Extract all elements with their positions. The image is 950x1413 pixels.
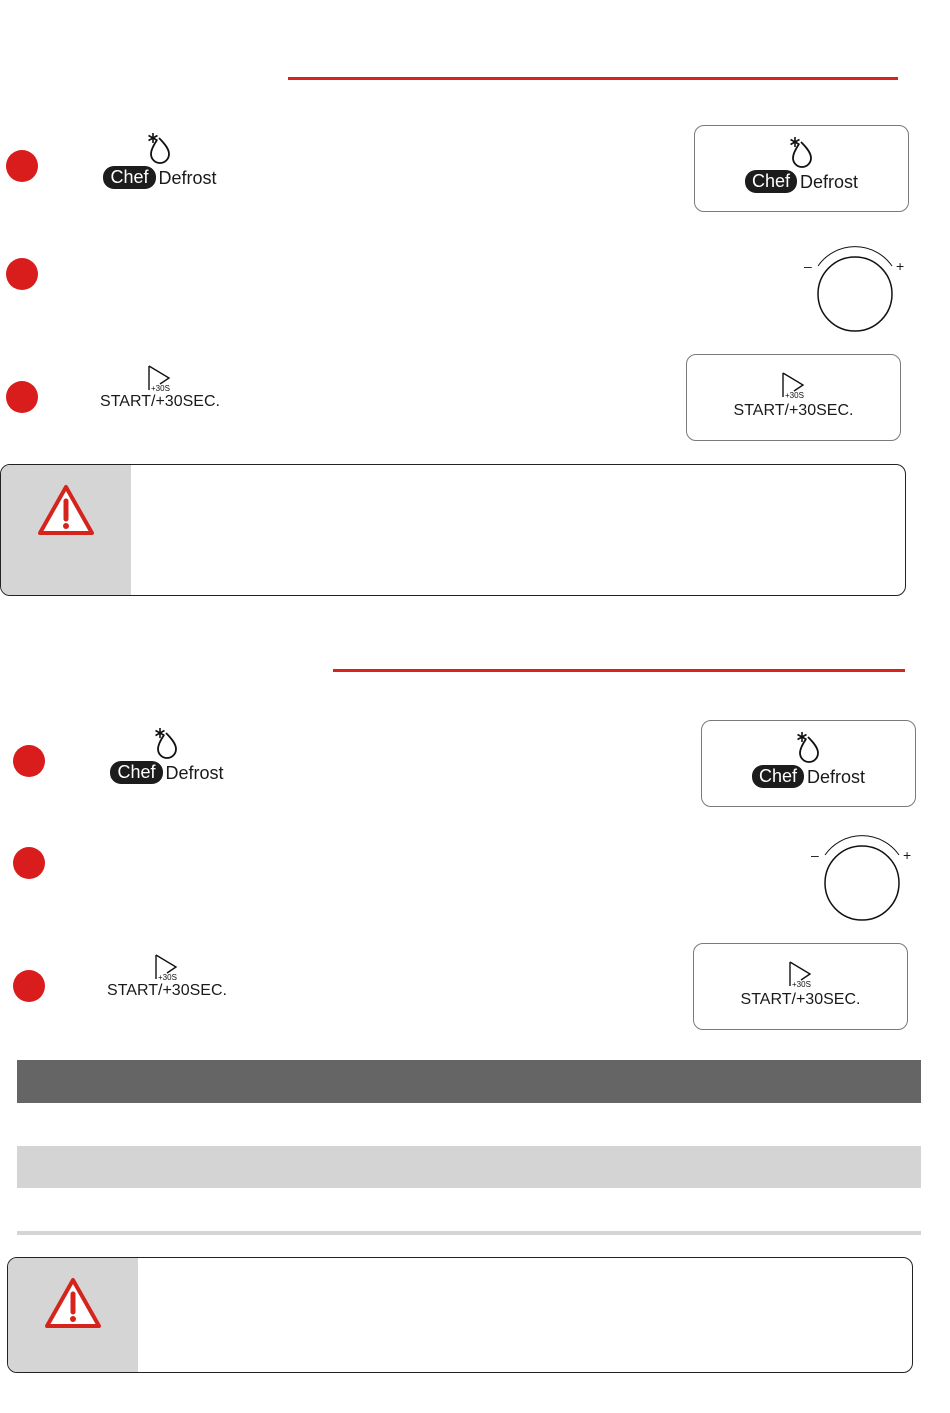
inline-start-button	[97, 953, 237, 999]
dial-knob[interactable]	[807, 833, 917, 923]
start-label: START/+30SEC.	[740, 991, 861, 1008]
dial-plus-label: +	[903, 847, 912, 863]
inline-start-button	[90, 364, 230, 410]
dial-plus-label: +	[896, 258, 905, 274]
chef-label: Chef	[752, 765, 804, 788]
table-row	[17, 1146, 921, 1188]
start-label: START/+30SEC.	[107, 982, 227, 999]
play-triangle-icon	[783, 960, 819, 990]
step-3-marker	[13, 970, 45, 1002]
step-3-marker	[6, 381, 38, 413]
panel-defrost-button[interactable]	[701, 720, 916, 807]
inline-defrost-button	[97, 727, 237, 784]
play-triangle-icon	[149, 953, 185, 983]
start-label: START/+30SEC.	[100, 393, 220, 410]
chef-label: Chef	[103, 166, 155, 189]
inline-defrost-button	[90, 132, 230, 189]
dial-minus-label: –	[804, 258, 812, 274]
play-triangle-icon	[776, 371, 812, 401]
warning-triangle-icon	[43, 1276, 103, 1330]
step-1-marker	[13, 745, 45, 777]
table-divider	[17, 1231, 921, 1235]
warning-triangle-icon	[36, 483, 96, 537]
chef-label: Chef	[110, 761, 162, 784]
table-header-row	[17, 1060, 921, 1103]
defrost-label: Defrost	[158, 167, 217, 188]
dial-knob[interactable]	[800, 244, 910, 334]
defrost-label: Defrost	[807, 766, 866, 787]
play-badge: +30S	[158, 973, 177, 982]
play-triangle-icon	[142, 364, 178, 394]
section-2-title-rule	[333, 669, 905, 672]
panel-start-button[interactable]	[686, 354, 901, 441]
step-1-marker	[6, 150, 38, 182]
chef-label: Chef	[745, 170, 797, 193]
play-badge: +30S	[791, 980, 811, 989]
defrost-label: Defrost	[800, 171, 859, 192]
panel-defrost-button[interactable]	[694, 125, 909, 212]
snowflake-drop-icon	[152, 727, 182, 759]
snowflake-drop-icon	[145, 132, 175, 164]
snowflake-drop-icon	[787, 136, 817, 168]
warning-box	[0, 464, 906, 596]
panel-start-button[interactable]	[693, 943, 908, 1030]
step-2-marker	[6, 258, 38, 290]
snowflake-drop-icon	[794, 731, 824, 763]
step-2-marker	[13, 847, 45, 879]
dial-minus-label: –	[811, 847, 819, 863]
section-1-title-rule	[288, 77, 898, 80]
warning-box	[7, 1257, 913, 1373]
play-badge: +30S	[151, 384, 170, 393]
start-label: START/+30SEC.	[733, 402, 854, 419]
defrost-label: Defrost	[165, 762, 224, 783]
play-badge: +30S	[784, 391, 804, 400]
